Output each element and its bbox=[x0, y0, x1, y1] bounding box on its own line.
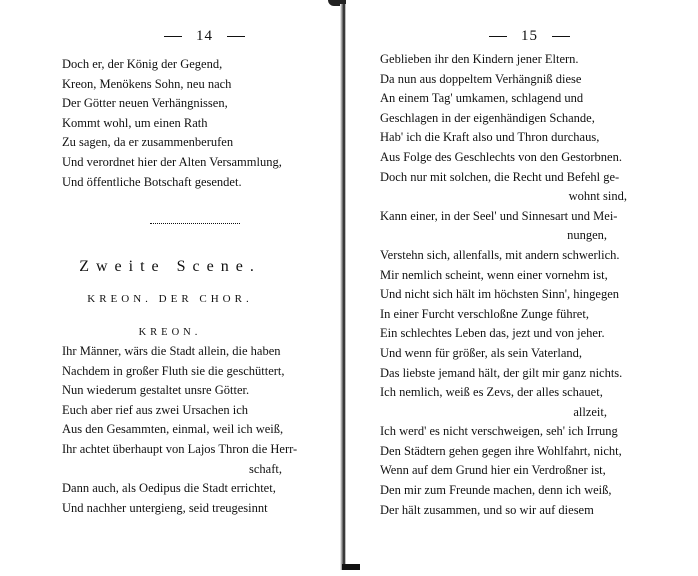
verse-line: Und nachher untergieng, seid treugesinnt bbox=[62, 500, 268, 515]
verse-line: Da nun aus doppeltem Verhängniß diese bbox=[380, 71, 582, 86]
verse-line: Nun wiederum gestaltet unsre Götter. bbox=[62, 383, 250, 398]
verse-line: Ihr Männer, wärs die Stadt allein, die haben bbox=[62, 344, 281, 358]
verse-line: Ich werd' es nicht verschweigen, seh' ich Irrung bbox=[380, 424, 618, 439]
left-page bbox=[0, 0, 340, 576]
verse-line: Mir nemlich scheint, wenn einer vornehm ist, bbox=[380, 267, 608, 282]
verse-line: Geblieben ihr den Kindern jener Eltern. bbox=[380, 52, 579, 66]
page-number-text: 14 bbox=[196, 28, 213, 44]
verse-line-continuation: wohnt sind, bbox=[568, 189, 627, 204]
verse-line: Den Städtern gehen gegen ihre Wohlfahrt, nicht, bbox=[380, 443, 622, 458]
verse-line: Euch aber rief aus zwei Ursachen ich bbox=[62, 402, 249, 417]
dash-decoration bbox=[489, 36, 507, 37]
verse-block-body bbox=[62, 342, 322, 518]
page-number-left bbox=[150, 28, 259, 45]
verse-line-continuation: allzeit, bbox=[573, 404, 607, 419]
right-page bbox=[355, 0, 698, 576]
verse-line: Aus den Gesammten, einmal, weil ich weiß, bbox=[62, 422, 284, 437]
verse-line: Zu sagen, da er zusammenberufen bbox=[62, 135, 234, 150]
verse-line: Und öffentliche Botschaft gesendet. bbox=[62, 174, 242, 189]
verse-line: Kommt wohl, um einen Rath bbox=[62, 115, 208, 130]
spine-gutter bbox=[340, 4, 346, 570]
verse-line: In einer Furcht verschloßne Zunge führet, bbox=[380, 306, 589, 321]
verse-line: Und wenn für größer, als sein Vaterland, bbox=[380, 345, 582, 360]
verse-line: Hab' ich die Kraft also und Thron durchaus, bbox=[380, 130, 600, 145]
speaker-name: KREON. bbox=[138, 327, 202, 338]
verse-line: Doch er, der König der Gegend, bbox=[62, 57, 223, 71]
verse-line: Kreon, Menökens Sohn, neu nach bbox=[62, 76, 232, 91]
verse-line: Der Götter neuen Verhängnissen, bbox=[62, 96, 228, 111]
verse-line: Geschlagen in der eigenhändigen Schande, bbox=[380, 110, 595, 125]
verse-block bbox=[380, 50, 652, 520]
verse-line: Und verordnet hier der Alten Versammlung, bbox=[62, 154, 282, 169]
verse-line: Ich nemlich, weiß es Zevs, der alles schauet, bbox=[380, 385, 603, 400]
verse-line: Doch nur mit solchen, die Recht und Befehl ge- bbox=[380, 169, 620, 184]
verse-line: Aus Folge des Geschlechts von den Gestorbnen. bbox=[380, 149, 622, 164]
verse-line: An einem Tag' umkamen, schlagend und bbox=[380, 91, 584, 106]
book-spine bbox=[338, 0, 350, 576]
ornamental-divider bbox=[150, 223, 240, 224]
verse-line: Verstehn sich, allenfalls, mit andern schwerlich. bbox=[380, 247, 620, 262]
dash-decoration bbox=[227, 36, 245, 37]
verse-line: Und nicht sich hält im höchsten Sinn', hingegen bbox=[380, 287, 620, 302]
verse-line: Den mir zum Freunde machen, denn ich weiß, bbox=[380, 483, 612, 498]
verse-block-top bbox=[62, 55, 282, 192]
dash-decoration bbox=[552, 36, 570, 37]
page-number-right bbox=[475, 28, 584, 45]
verse-line-continuation: nungen, bbox=[567, 228, 607, 243]
verse-line: Der hält zusammen, und so wir auf diesem bbox=[380, 502, 594, 517]
verse-line: Kann einer, in der Seel' und Sinnesart und Mei- bbox=[380, 208, 618, 223]
verse-line: Ein schlechtes Leben das, jezt und von jeher. bbox=[380, 326, 605, 341]
cast-list: KREON. DER CHOR. bbox=[87, 293, 253, 305]
dash-decoration bbox=[164, 36, 182, 37]
scene-title: Zweite Scene. bbox=[79, 258, 261, 275]
page-number-text: 15 bbox=[521, 28, 538, 44]
verse-line: Ihr achtet überhaupt von Lajos Thron die Herr- bbox=[62, 441, 298, 456]
verse-line: Wenn auf dem Grund hier ein Verdroßner ist, bbox=[380, 463, 606, 478]
verse-line: Dann auch, als Oedipus die Stadt errichtet, bbox=[62, 481, 276, 496]
verse-line: Nachdem in großer Fluth sie die geschüttert, bbox=[62, 363, 285, 378]
verse-line: Das liebste jemand hält, der gilt mir ganz nichts. bbox=[380, 365, 623, 380]
verse-line-continuation: schaft, bbox=[249, 461, 282, 476]
